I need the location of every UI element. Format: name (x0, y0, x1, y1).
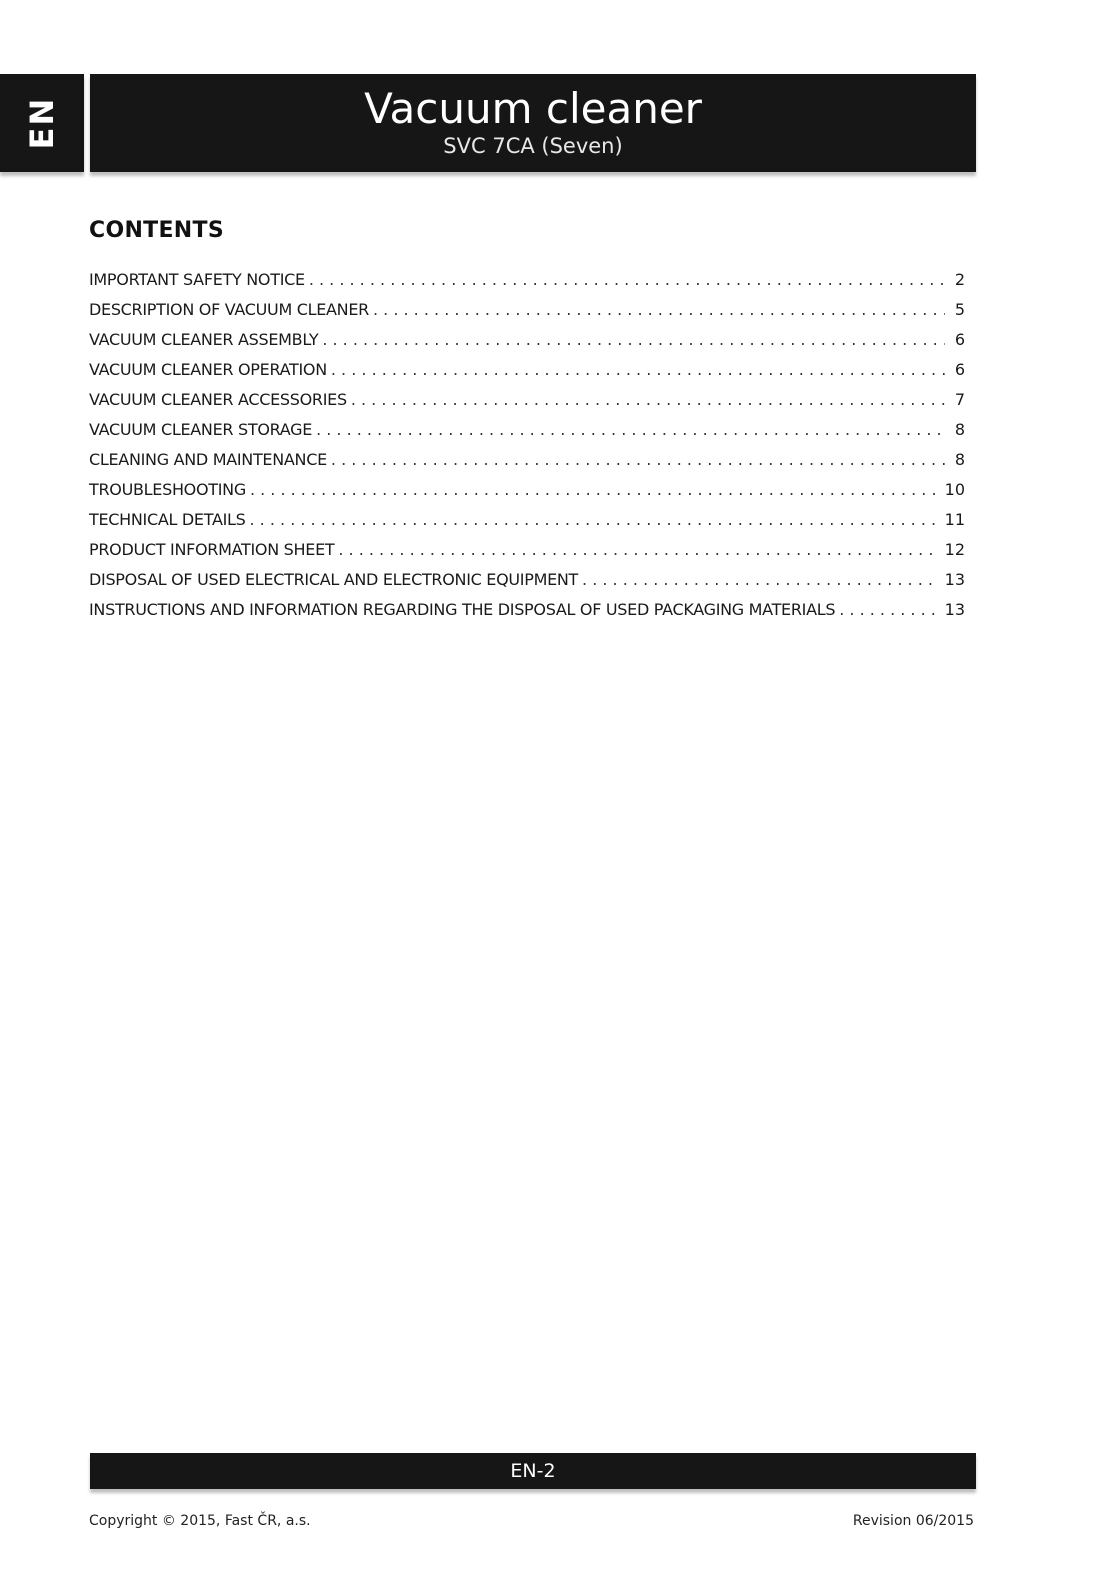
toc-entry-page: 2 (954, 270, 965, 289)
header-bar (90, 74, 976, 172)
dot-leader (316, 415, 945, 445)
toc-entry-title: VACUUM CLEANER OPERATION (89, 360, 327, 379)
toc-entry-title: VACUUM CLEANER ACCESSORIES (89, 390, 347, 409)
dot-leader (351, 385, 945, 415)
contents-heading: CONTENTS (89, 218, 224, 243)
dot-leader (322, 325, 945, 355)
toc-entry-page: 6 (954, 360, 965, 379)
toc-entry[interactable] (89, 295, 965, 325)
toc-entry-page: 12 (944, 540, 965, 559)
toc-entry-page: 5 (954, 300, 965, 319)
toc-entry-title: VACUUM CLEANER STORAGE (89, 420, 313, 439)
dot-leader (331, 355, 945, 385)
toc-entry-title: INSTRUCTIONS AND INFORMATION REGARDING THE DISPOSAL OF USED PACKAGING MATERIALS (89, 600, 836, 619)
toc-entry[interactable] (89, 385, 965, 415)
toc-entry-page: 8 (954, 450, 965, 469)
toc-entry-page: 10 (944, 480, 965, 499)
dot-leader (331, 445, 945, 475)
language-tab (0, 74, 84, 172)
language-tab-label: EN (23, 96, 61, 150)
toc-entry[interactable] (89, 595, 965, 625)
toc-entry[interactable] (89, 415, 965, 445)
toc-entry-title: VACUUM CLEANER ASSEMBLY (89, 330, 319, 349)
toc-entry[interactable] (89, 445, 965, 475)
dot-leader (250, 475, 939, 505)
toc-entry-title: IMPORTANT SAFETY NOTICE (89, 270, 305, 289)
table-of-contents (89, 265, 965, 625)
dot-leader (582, 565, 939, 595)
dot-leader (309, 265, 945, 295)
page-number-bar (90, 1453, 976, 1489)
toc-entry[interactable] (89, 505, 965, 535)
document-title: Vacuum cleaner (364, 84, 702, 133)
toc-entry-page: 6 (954, 330, 965, 349)
toc-entry[interactable] (89, 325, 965, 355)
toc-entry-page: 7 (954, 390, 965, 409)
toc-entry-page: 11 (944, 510, 965, 529)
toc-entry-title: TECHNICAL DETAILS (89, 510, 246, 529)
toc-entry[interactable] (89, 265, 965, 295)
page-number: EN-2 (510, 1460, 556, 1482)
toc-entry-title: TROUBLESHOOTING (89, 480, 246, 499)
toc-entry-title: DESCRIPTION OF VACUUM CLEANER (89, 300, 369, 319)
dot-leader (373, 295, 945, 325)
toc-entry-page: 13 (944, 600, 965, 619)
toc-entry-page: 13 (944, 570, 965, 589)
toc-entry-title: DISPOSAL OF USED ELECTRICAL AND ELECTRONIC EQUIPMENT (89, 570, 579, 589)
toc-entry-title: PRODUCT INFORMATION SHEET (89, 540, 335, 559)
toc-entry-page: 8 (954, 420, 965, 439)
dot-leader (338, 535, 938, 565)
toc-entry[interactable] (89, 535, 965, 565)
toc-entry[interactable] (89, 475, 965, 505)
toc-entry[interactable] (89, 355, 965, 385)
dot-leader (250, 505, 939, 535)
toc-entry-title: CLEANING AND MAINTENANCE (89, 450, 327, 469)
revision-label: Revision 06/2015 (852, 1513, 974, 1529)
copyright-notice: Copyright © 2015, Fast ČR, a.s. (89, 1513, 311, 1529)
toc-entry[interactable] (89, 565, 965, 595)
model-subtitle: SVC 7CA (Seven) (443, 134, 623, 158)
dot-leader (839, 595, 938, 625)
